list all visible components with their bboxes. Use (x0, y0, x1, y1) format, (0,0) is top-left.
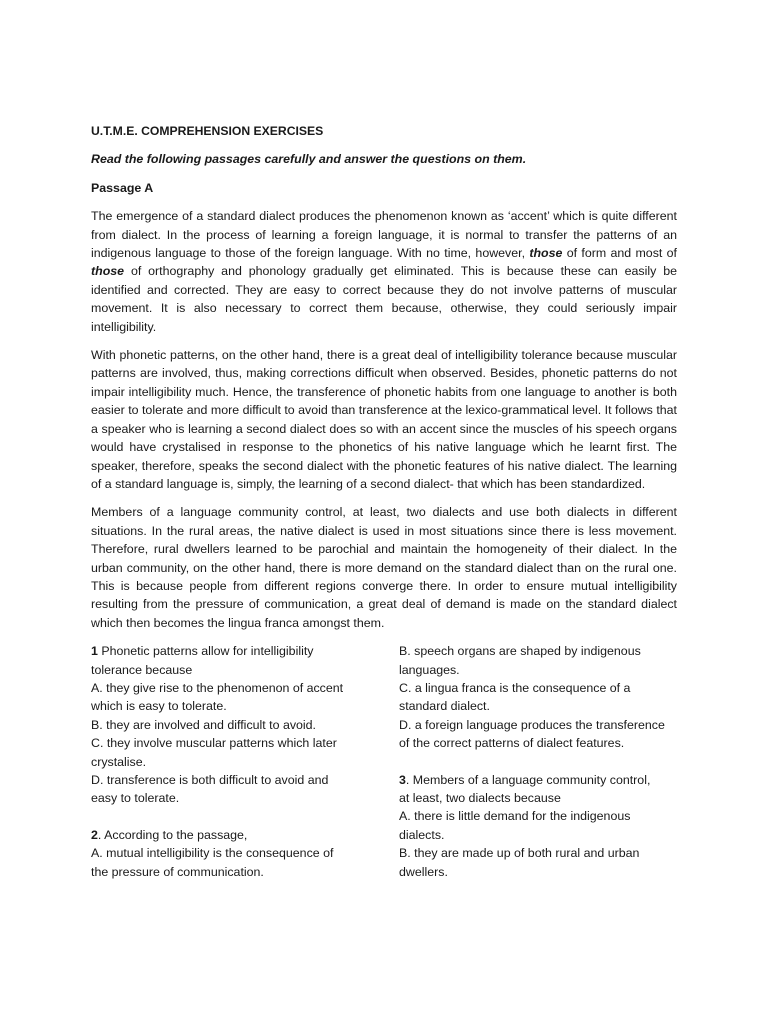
question-2-continued (399, 642, 677, 752)
question-3-stem-line-1: . Members of a language community control, (405, 772, 651, 787)
passage-paragraph-2: With phonetic patterns, on the other hand, there is a great deal of intelligibility tolerance because muscular patterns are involved, thus, making corrections difficult when observed. Besides, phonetic patterns do not impair intelligibility much. Hence, the transference of phonetic habits from one language to another is both easier to tolerate and more difficult to avoid than transference at the lexico-grammatical level. It follows that a speaker who is learning a second dialect does so with an accent since the muscles of his speech organs would have crystalised in response to the phonetics of his native language which he learnt first. The speaker, therefore, speaks the second dialect with the phonetic features of his native dialect. The learning of a standard language is, simply, the learning of a second dialect- that which has been standardized. (91, 348, 677, 491)
question-3-number: 3 (399, 772, 406, 787)
passage-heading: Passage A (91, 180, 154, 195)
question-gap (91, 808, 353, 826)
question-1-stem (91, 642, 353, 660)
paragraph-1-text-c: of orthography and phonology gradually get eliminated. This is because these can easily be identified and corrected. They are easy to correct because they do not involve patterns of muscular movement. It is also necessary to correct them because, otherwise, they could seriously impair intelligibility. (91, 264, 677, 334)
question-1-number: 1 (91, 644, 98, 659)
question-2-option-b-line-1: B. speech organs are shaped by indigenous (399, 644, 641, 659)
question-2-option-c-line-1: C. a lingua franca is the consequence of a (399, 680, 631, 695)
paragraph-1-text-a: The emergence of a standard dialect produces the phenomenon known as ‘accent’ which is quite different from dialect. In the process of learning a foreign language, it is normal to transfer the patterns of an indigenous language to those of the foreign language. With no time, however, (91, 209, 677, 261)
instructions: Read the following passages carefully and answer the questions on them. (91, 152, 527, 167)
question-1-option-d-line-1: D. transference is both difficult to avoid and (91, 773, 329, 787)
question-3-option-b-line-1: B. they are made up of both rural and urban (399, 846, 640, 861)
question-1-option-b: B. they are involved and difficult to avoid. (91, 717, 317, 732)
emphasis-those-2: those (91, 264, 125, 279)
passage-paragraph-1 (91, 207, 677, 336)
question-2-option-d-line-1: D. a foreign language produces the transference (399, 717, 665, 732)
question-1-option-a-line-1: A. they give rise to the phenomenon of accent (91, 680, 344, 695)
document-title: U.T.M.E. COMPREHENSION EXERCISES (91, 124, 324, 138)
question-2-option-a-line-2: the pressure of communication. (91, 864, 264, 879)
question-2-option-d-line-2: of the correct patterns of dialect features. (399, 736, 625, 751)
questions-right-column (399, 642, 677, 881)
question-1-stem-line-1: Phonetic patterns allow for intelligibility (97, 644, 314, 659)
question-3-option-b-line-2: dwellers. (399, 864, 448, 879)
question-1-option-c-line-2: crystalise. (91, 754, 147, 769)
questions-columns (91, 642, 677, 881)
question-2-stem-text: . According to the passage, (97, 827, 248, 842)
question-3-option-a-line-1: A. there is little demand for the indigenous (399, 809, 631, 824)
question-1-option-a-line-2: which is easy to tolerate. (91, 699, 227, 714)
question-3-stem (399, 771, 677, 789)
question-2-stem (91, 826, 353, 844)
question-1-option-c-line-1: C. they involve muscular patterns which later (91, 736, 337, 751)
emphasis-those-1: those (529, 246, 563, 261)
question-1 (91, 642, 353, 808)
question-2-number: 2 (91, 827, 98, 842)
question-2-option-b-line-2: languages. (399, 662, 460, 677)
question-3-option-a-line-2: dialects. (399, 827, 445, 842)
question-2 (91, 826, 353, 881)
question-3-stem-line-2: at least, two dialects because (399, 791, 561, 805)
question-3 (399, 771, 677, 881)
document-content (91, 122, 677, 881)
question-1-option-d-line-2: easy to tolerate. (91, 791, 180, 806)
paragraph-1-text-b: of form and most of (562, 246, 677, 261)
passage-paragraph-3: Members of a language community control, at least, two dialects and use both dialects in different situations. In the rural areas, the native dialect is used in most situations since there is less movement. Therefore, rural dwellers learned to be parochial and maintain the homogeneity of their dialect. In the urban community, on the other hand, there is more demand on the standard dialect than on the rural one. This is because people from different regions converge there. In order to ensure mutual intelligibility resulting from the pressure of communication, a great deal of demand is made on the standard dialect which then becomes the lingua franca amongst them. (91, 505, 677, 630)
questions-left-column (91, 642, 353, 881)
question-2-option-c-line-2: standard dialect. (399, 699, 490, 714)
question-1-stem-line-2: tolerance because (91, 662, 193, 677)
question-2-option-a-line-1: A. mutual intelligibility is the consequence of (91, 846, 334, 861)
question-gap (399, 753, 677, 771)
